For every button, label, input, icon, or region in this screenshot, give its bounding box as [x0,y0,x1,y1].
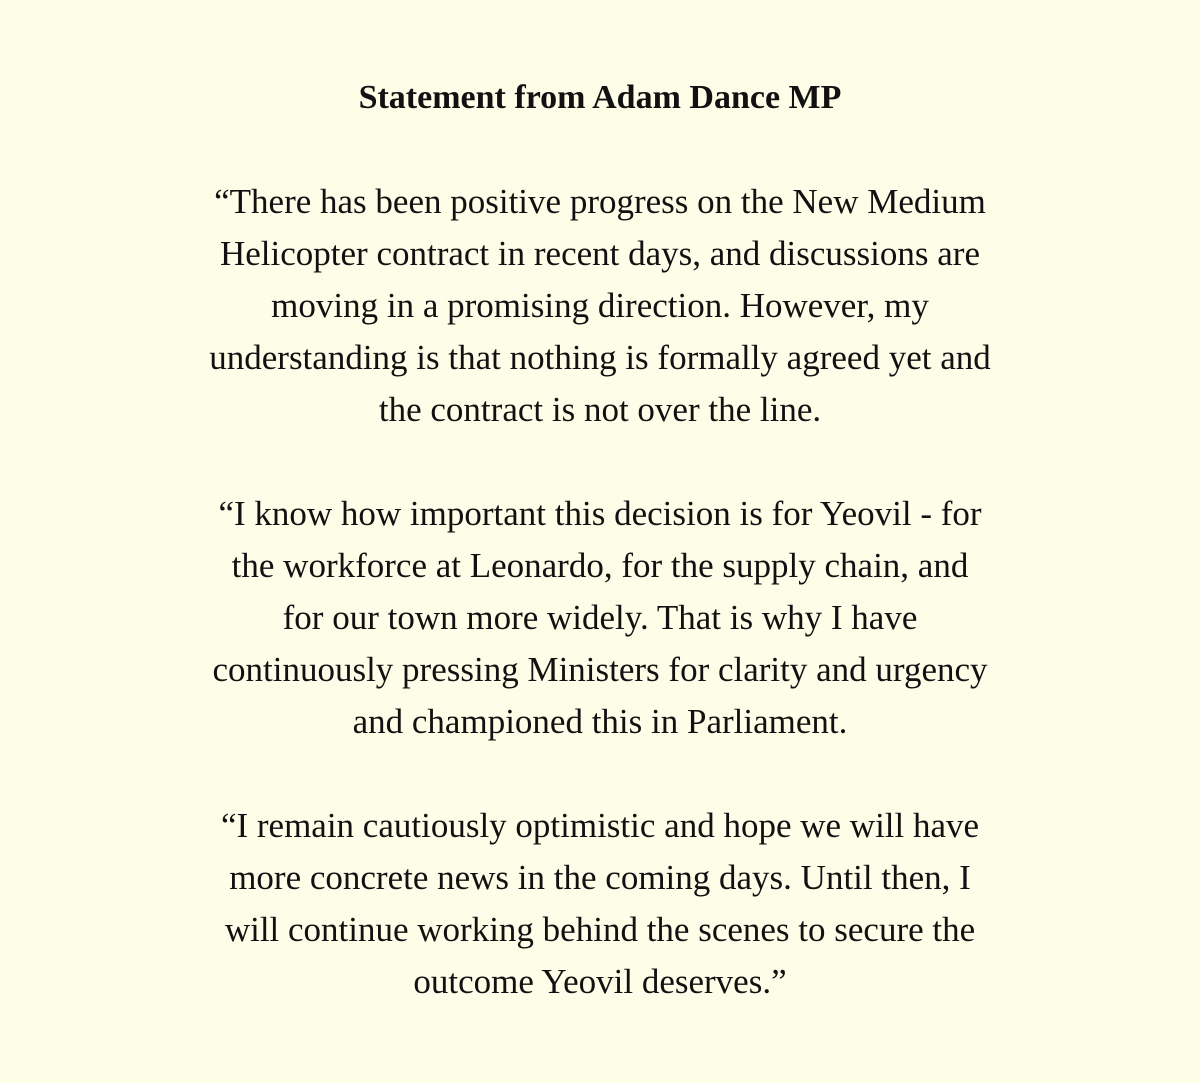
statement-paragraph-1 [140,176,1060,436]
paragraph-spacer [140,748,1060,800]
paragraph-line: for our town more widely. That is why I have [282,598,918,637]
paragraph-line: more concrete news in the coming days. Until then, I [229,858,971,897]
paragraph-line: will continue working behind the scenes to secure the [224,910,976,949]
paragraph-line: “I remain cautiously optimistic and hope we will have [220,806,980,845]
paragraph-line: understanding is that nothing is formally agreed yet and [209,338,991,377]
statement-title: Statement from Adam Dance MP [358,79,842,116]
paragraph-line: “There has been positive progress on the New Medium [214,182,986,221]
title-spacer [140,124,1060,176]
paragraph-line: and championed this in Parliament. [352,702,848,741]
paragraph-line: moving in a promising direction. However, my [271,286,929,325]
statement-paragraph-2 [140,488,1060,748]
paragraph-line: the workforce at Leonardo, for the supply chain, and [231,546,969,585]
paragraph-line: Helicopter contract in recent days, and discussions are [219,234,980,273]
paragraph-spacer [140,436,1060,488]
paragraph-line: “I know how important this decision is for Yeovil - for [218,494,982,533]
paragraph-line: the contract is not over the line. [378,390,822,429]
paragraph-line: outcome Yeovil deserves.” [413,962,787,1001]
statement-document [140,72,1060,1008]
statement-paragraph-3 [140,800,1060,1008]
paragraph-line: continuously pressing Ministers for clarity and urgency [212,650,988,689]
